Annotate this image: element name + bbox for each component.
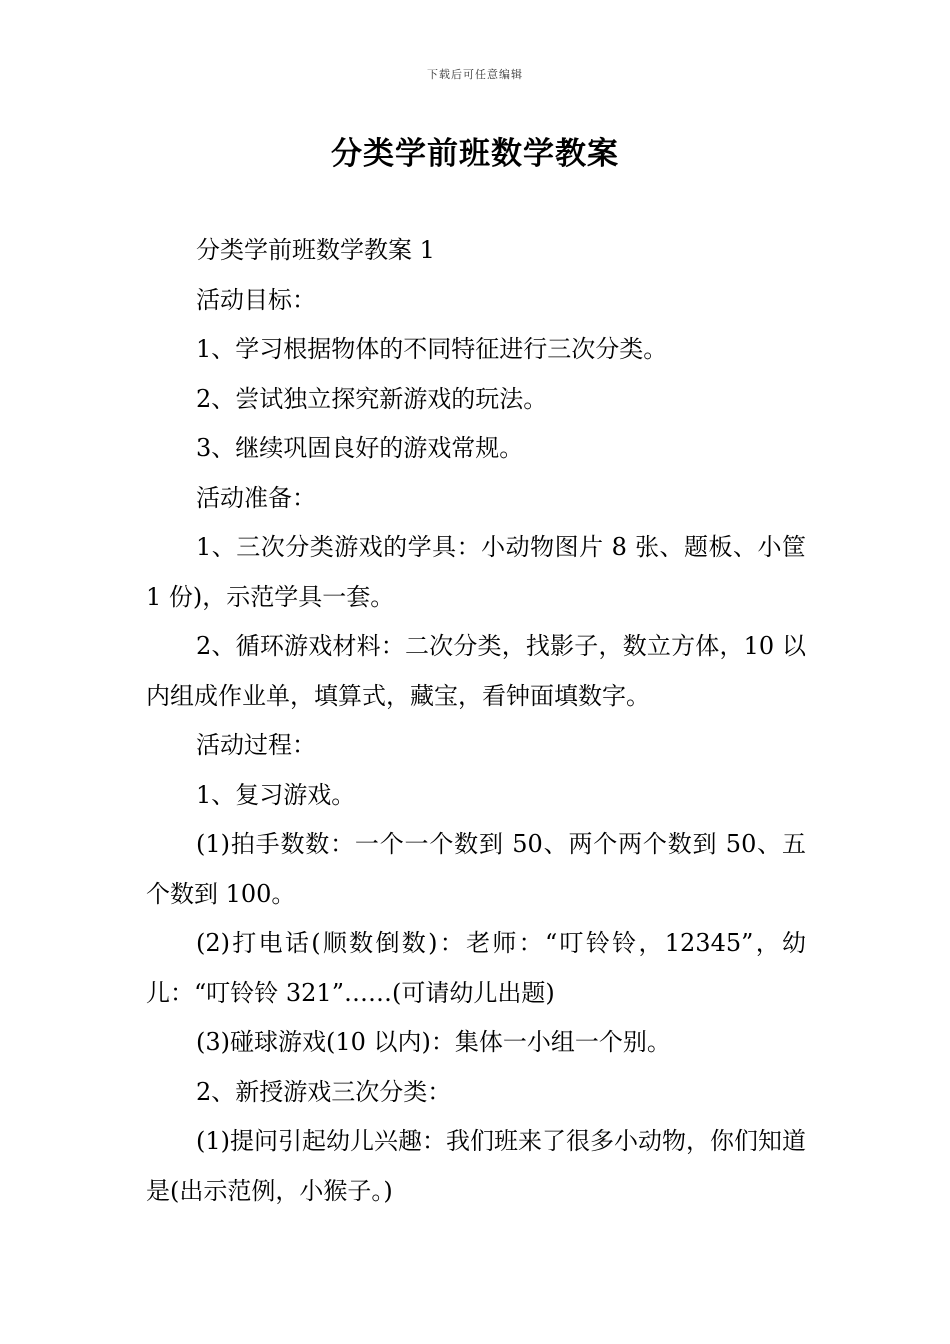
paragraph-goal-1: 1、学习根据物体的不同特征进行三次分类。 — [196, 335, 668, 363]
paragraph-review-2: (2)打电话(顺数倒数)：老师：“叮铃铃，12345”，幼儿：“叮铃铃 321”……(可请幼儿出题) — [146, 929, 806, 1007]
paragraph-review-heading: 1、复习游戏。 — [196, 780, 356, 809]
page-header-note: 下载后可任意编辑 — [427, 68, 523, 81]
document-body — [146, 226, 806, 1216]
paragraph-prep-heading: 活动准备： — [196, 483, 316, 512]
paragraph-goals-heading: 活动目标： — [196, 285, 316, 314]
paragraph-new-game-1: (1)提问引起幼儿兴趣：我们班来了很多小动物，你们知道是(出示范例，小猴子。) — [146, 1127, 806, 1205]
paragraph-goal-3: 3、继续巩固良好的游戏常规。 — [196, 434, 524, 462]
paragraph-prep-1: 1、三次分类游戏的学具：小动物图片 8 张、题板、小筐 1 份)，示范学具一套。 — [146, 533, 806, 611]
paragraph-prep-2: 2、循环游戏材料：二次分类，找影子，数立方体，10 以内组成作业单，填算式，藏宝，看钟面填数字。 — [146, 632, 806, 710]
paragraph-process-heading: 活动过程： — [196, 731, 316, 759]
paragraph-review-3: (3)碰球游戏(10 以内)：集体一小组一个别。 — [196, 1028, 671, 1056]
paragraph-goal-2: 2、尝试独立探究新游戏的玩法。 — [196, 384, 548, 413]
paragraph-review-1: (1)拍手数数：一个一个数到 50、两个两个数到 50、五个数到 100。 — [146, 830, 806, 908]
paragraph-subtitle: 分类学前班数学教案 1 — [196, 236, 435, 264]
document-title: 分类学前班数学教案 — [331, 136, 619, 172]
paragraph-new-game-heading: 2、新授游戏三次分类： — [196, 1077, 452, 1106]
